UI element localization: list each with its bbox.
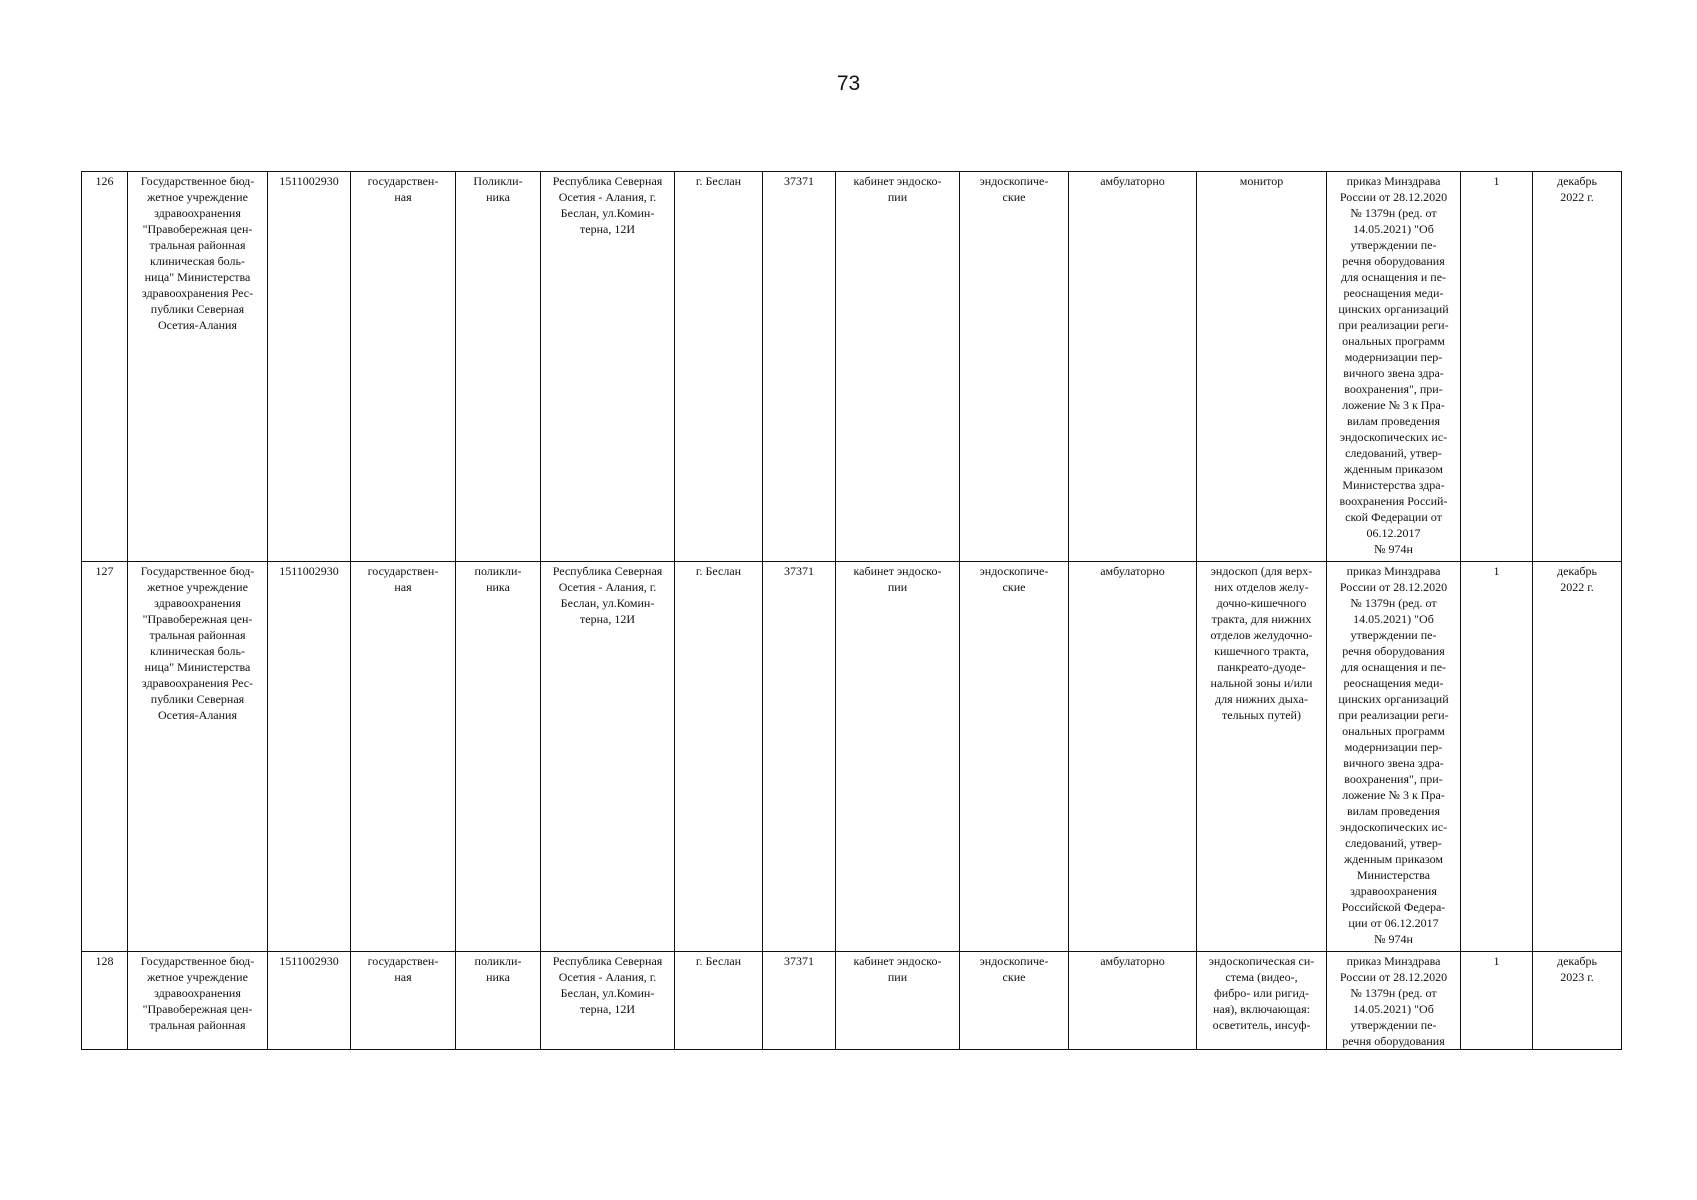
cell-subdivision: поликли- ника	[456, 562, 541, 952]
cell-number: 128	[82, 952, 128, 1050]
cell-ownership: государствен- ная	[351, 562, 456, 952]
page-number: 73	[836, 72, 861, 95]
cell-code: 37371	[763, 952, 836, 1050]
cell-number: 127	[82, 562, 128, 952]
cell-code: 37371	[763, 562, 836, 952]
cell-city: г. Беслан	[675, 952, 763, 1050]
cell-quantity: 1	[1461, 562, 1533, 952]
cell-conditions: амбулаторно	[1069, 172, 1197, 562]
cell-type: эндоскопиче- ские	[960, 562, 1069, 952]
cell-conditions: амбулаторно	[1069, 562, 1197, 952]
cell-type: эндоскопиче- ские	[960, 952, 1069, 1050]
cell-quantity: 1	[1461, 952, 1533, 1050]
cell-inn: 1511002930	[268, 562, 351, 952]
cell-equipment: монитор	[1197, 172, 1327, 562]
cell-ownership: государствен- ная	[351, 952, 456, 1050]
cell-address: Республика Северная Осетия - Алания, г. Беслан, ул.Комин- терна, 12И	[541, 952, 675, 1050]
cell-ownership: государствен- ная	[351, 172, 456, 562]
table-row	[82, 952, 1622, 1050]
cell-basis: приказ Минздрава России от 28.12.2020 № 1379н (ред. от 14.05.2021) "Об утверждении пе- речня оборудования для оснащения и пе- реоснащения меди- цинских организаций при реализации реги- ональных программ модернизации пер- вичного звена здра- воохранения", при- ложение № 3 к Пра- вилам проведения эндоскопических ис- следований, утвер- жденным приказом Министерства здравоохранения Российской Федера- ции от 06.12.2017 № 974н	[1327, 562, 1461, 952]
cell-quantity: 1	[1461, 172, 1533, 562]
cell-organization: Государственное бюд- жетное учреждение здравоохранения "Правобережная цен- тральная районная клиническая боль- ница" Министерства здравоохранения Рес- публики Северная Осетия-Алания	[128, 562, 268, 952]
cell-equipment: эндоскоп (для верх- них отделов желу- дочно-кишечного тракта, для нижних отделов желудочно- кишечного тракта, панкреато-дуоде- нальной зоны и/или для нижних дыха- тельных путей)	[1197, 562, 1327, 952]
cell-city: г. Беслан	[675, 172, 763, 562]
cell-cabinet: кабинет эндоско- пии	[836, 562, 960, 952]
cell-date: декабрь 2023 г.	[1533, 952, 1622, 1050]
cell-organization: Государственное бюд- жетное учреждение здравоохранения "Правобережная цен- тральная районная	[128, 952, 268, 1050]
cell-conditions: амбулаторно	[1069, 952, 1197, 1050]
cell-city: г. Беслан	[675, 562, 763, 952]
cell-inn: 1511002930	[268, 172, 351, 562]
cell-equipment: эндоскопическая си- стема (видео-, фибро- или ригид- ная), включающая: осветитель, инсуф-	[1197, 952, 1327, 1050]
cell-address: Республика Северная Осетия - Алания, г. Беслан, ул.Комин- терна, 12И	[541, 562, 675, 952]
equipment-table	[81, 171, 1622, 1050]
table-row	[82, 172, 1622, 562]
cell-basis: приказ Минздрава России от 28.12.2020 № 1379н (ред. от 14.05.2021) "Об утверждении пе- речня оборудования	[1327, 952, 1461, 1050]
cell-cabinet: кабинет эндоско- пии	[836, 172, 960, 562]
cell-cabinet: кабинет эндоско- пии	[836, 952, 960, 1050]
cell-basis: приказ Минздрава России от 28.12.2020 № 1379н (ред. от 14.05.2021) "Об утверждении пе- речня оборудования для оснащения и пе- реоснащения меди- цинских организаций при реализации реги- ональных программ модернизации пер- вичного звена здра- воохранения", при- ложение № 3 к Пра- вилам проведения эндоскопических ис- следований, утвер- жденным приказом Министерства здра- воохранения Россий- ской Федерации от 06.12.2017 № 974н	[1327, 172, 1461, 562]
table-row	[82, 562, 1622, 952]
cell-organization: Государственное бюд- жетное учреждение здравоохранения "Правобережная цен- тральная районная клиническая боль- ница" Министерства здравоохранения Рес- публики Северная Осетия-Алания	[128, 172, 268, 562]
cell-number: 126	[82, 172, 128, 562]
cell-subdivision: Поликли- ника	[456, 172, 541, 562]
cell-date: декабрь 2022 г.	[1533, 172, 1622, 562]
cell-subdivision: поликли- ника	[456, 952, 541, 1050]
cell-address: Республика Северная Осетия - Алания, г. Беслан, ул.Комин- терна, 12И	[541, 172, 675, 562]
cell-type: эндоскопиче- ские	[960, 172, 1069, 562]
cell-date: декабрь 2022 г.	[1533, 562, 1622, 952]
cell-code: 37371	[763, 172, 836, 562]
cell-inn: 1511002930	[268, 952, 351, 1050]
